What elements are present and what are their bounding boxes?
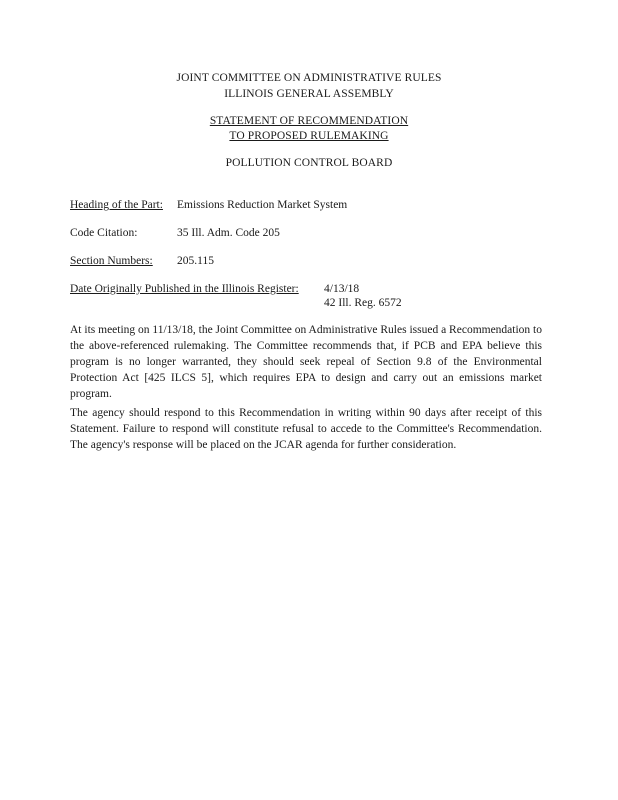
section-numbers-label: Section Numbers: xyxy=(70,255,153,267)
date-published-label: Date Originally Published in the Illinois Register: xyxy=(70,283,299,295)
heading-value: Emissions Reduction Market System xyxy=(177,199,348,211)
agency-name: POLLUTION CONTROL BOARD xyxy=(225,157,393,169)
assembly-title: ILLINOIS GENERAL ASSEMBLY xyxy=(224,88,394,100)
heading-label: Heading of the Part: xyxy=(70,199,163,211)
code-citation-value: 35 Ill. Adm. Code 205 xyxy=(177,227,280,239)
statement-title: STATEMENT OF RECOMMENDATION xyxy=(209,115,409,127)
committee-title: JOINT COMMITTEE ON ADMINISTRATIVE RULES xyxy=(176,72,442,84)
register-citation: 42 Ill. Reg. 6572 xyxy=(324,297,402,309)
section-numbers-value: 205.115 xyxy=(177,255,214,267)
date-published-value: 4/13/18 xyxy=(324,283,360,295)
code-citation-label: Code Citation: xyxy=(70,227,138,239)
statement-subtitle: TO PROPOSED RULEMAKING xyxy=(229,130,389,142)
response-paragraph: The agency should respond to this Recommendation in writing within 90 days after receipt of this Statement. Failure to respond will constitute refusal to accede to the Committee's Recommendation. The agency's response will be placed on the JCAR agenda for further consideration. xyxy=(70,407,542,451)
recommendation-paragraph: At its meeting on 11/13/18, the Joint Committee on Administrative Rules issued a Recommendation to the above-referenced rulemaking. The Committee recommends that, if PCB and EPA believe this program is no longer warranted, they should seek repeal of Section 9.8 of the Environmental Protection Act [425 ILCS 5], which requires EPA to design and carry out an emissions market program. xyxy=(70,324,542,400)
